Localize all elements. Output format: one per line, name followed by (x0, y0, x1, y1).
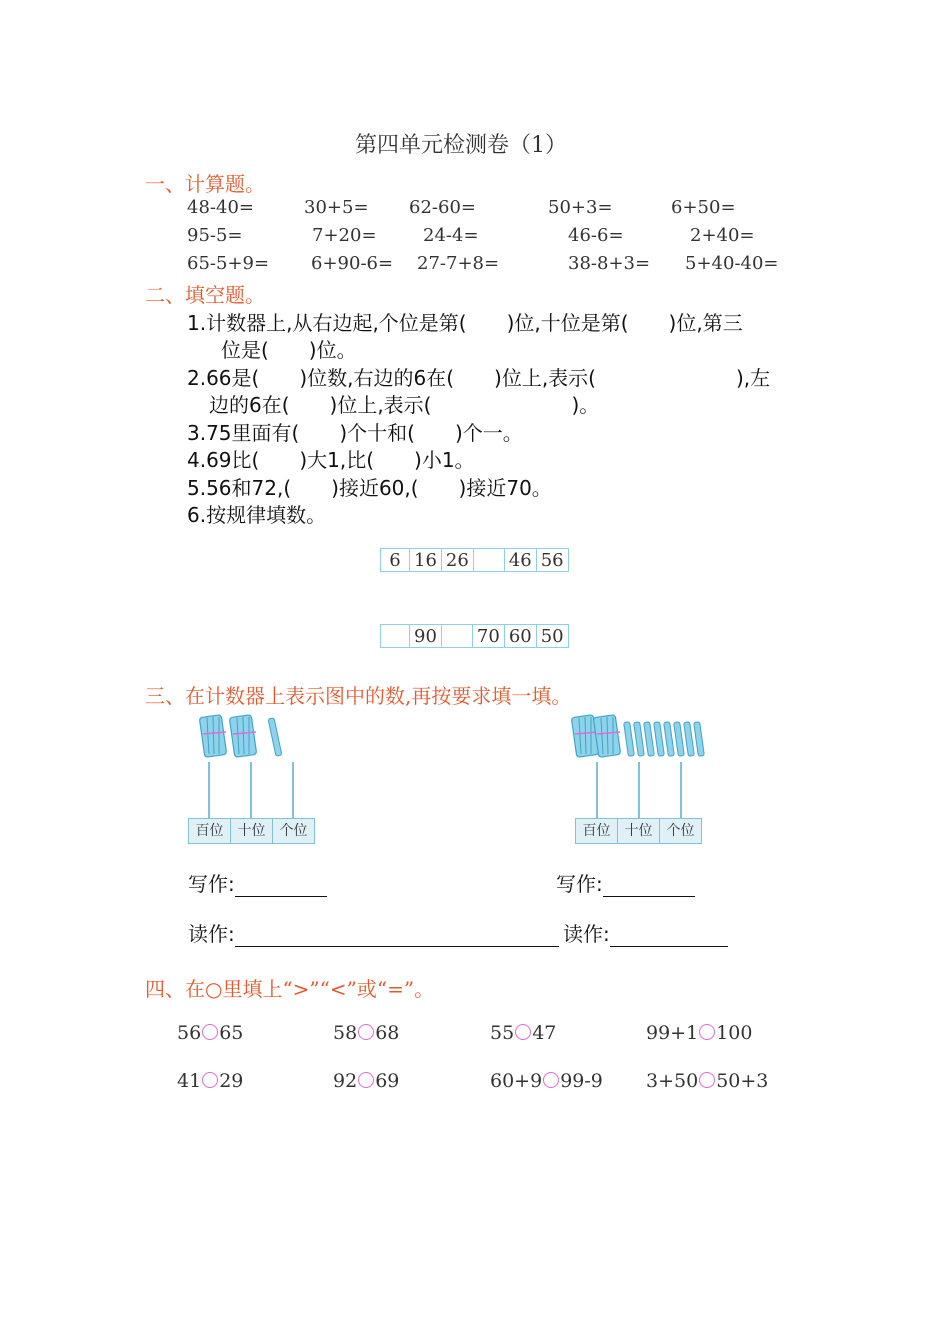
compare-item (177, 1070, 243, 1092)
fill-question-3: 3.75里面有( )个十和( )个一。 (187, 421, 523, 445)
compare-right: 68 (375, 1022, 400, 1044)
ones-label: 个位 (279, 823, 308, 839)
compare-left: 3+50 (646, 1070, 699, 1092)
compare-right: 65 (219, 1022, 244, 1044)
compare-item (177, 1022, 243, 1044)
ten-bundle-icon (593, 715, 620, 758)
sequence-table-1 (380, 548, 569, 572)
compare-left: 58 (333, 1022, 358, 1044)
compare-left: 92 (333, 1070, 358, 1092)
calc-item: 6+90-6= (311, 253, 394, 274)
section-4-heading: 四、在○里填上“>”“<”或“=”。 (145, 977, 435, 1001)
compare-left: 99+1 (646, 1022, 699, 1044)
read-blank[interactable] (235, 924, 559, 947)
calc-item: 24-4= (423, 225, 479, 246)
compare-circle-icon[interactable] (358, 1072, 374, 1088)
section-1-heading: 一、计算题。 (145, 172, 265, 196)
fill-question-2-cont: 边的6在( )位上,表示( )。 (209, 393, 600, 417)
calc-item: 27-7+8= (417, 253, 500, 274)
compare-right: 29 (219, 1070, 244, 1092)
calc-item: 48-40= (187, 197, 254, 218)
stick-bundles-right-image (570, 710, 710, 760)
compare-left: 60+9 (490, 1070, 543, 1092)
compare-item (333, 1070, 399, 1092)
sequence-cell: 6 (381, 549, 410, 572)
compare-circle-icon[interactable] (543, 1072, 559, 1088)
sequence-cell: 56 (536, 549, 568, 572)
compare-circle-icon[interactable] (358, 1024, 374, 1040)
fill-question-5: 5.56和72,( )接近60,( )接近70。 (187, 476, 552, 500)
fill-question-1: 1.计数器上,从右边起,个位是第( )位,十位是第( )位,第三 (187, 311, 743, 335)
calc-item: 65-5+9= (187, 253, 270, 274)
compare-item (646, 1022, 752, 1044)
sequence-table-2 (380, 624, 569, 648)
write-blank[interactable] (603, 874, 695, 897)
calc-item: 62-60= (409, 197, 476, 218)
compare-left: 56 (177, 1022, 202, 1044)
fill-question-1-cont: 位是( )位。 (221, 338, 357, 362)
sequence-cell: 26 (441, 549, 473, 572)
read-label: 读作: (563, 922, 610, 946)
abacus-rod (208, 762, 210, 819)
write-label: 写作: (556, 872, 603, 896)
compare-right: 69 (375, 1070, 400, 1092)
sequence-blank[interactable] (473, 549, 504, 572)
fill-question-6: 6.按规律填数。 (187, 503, 327, 527)
calc-item: 50+3= (548, 197, 613, 218)
calc-item: 6+50= (671, 197, 736, 218)
single-sticks-icon (624, 722, 705, 757)
compare-item (646, 1070, 768, 1092)
read-right (563, 918, 728, 947)
sequence-cell: 60 (504, 625, 536, 648)
compare-circle-icon[interactable] (202, 1024, 218, 1040)
compare-item (333, 1022, 399, 1044)
calc-item: 95-5= (187, 225, 243, 246)
tens-label: 十位 (231, 819, 273, 843)
calc-item: 7+20= (312, 225, 377, 246)
sequence-cell: 46 (504, 549, 536, 572)
abacus-right-labels (575, 818, 702, 844)
write-blank[interactable] (235, 874, 327, 897)
write-label: 写作: (188, 872, 235, 896)
section-2-heading: 二、填空题。 (145, 283, 265, 307)
ten-bundle-icon (229, 715, 256, 758)
sequence-cell: 90 (410, 625, 442, 648)
calc-item: 5+40-40= (685, 253, 779, 274)
fill-question-4: 4.69比( )大1,比( )小1。 (187, 448, 475, 472)
hundreds-label: 百位 (576, 819, 618, 843)
compare-item (490, 1022, 556, 1044)
compare-circle-icon[interactable] (202, 1072, 218, 1088)
compare-item (490, 1070, 603, 1092)
tens-label: 十位 (618, 819, 660, 843)
read-label: 读作: (188, 922, 235, 946)
compare-left: 55 (490, 1022, 515, 1044)
ten-bundle-icon (199, 715, 226, 758)
compare-right: 99-9 (560, 1070, 603, 1092)
abacus-rod (638, 762, 640, 819)
compare-circle-icon[interactable] (699, 1072, 715, 1088)
ones-label: 个位 (666, 823, 695, 839)
single-stick-icon (268, 718, 282, 756)
read-left (188, 918, 559, 947)
abacus-rod (596, 762, 598, 819)
page-title: 第四单元检测卷（1） (355, 133, 567, 158)
sequence-cell: 50 (536, 625, 568, 648)
calc-item: 30+5= (304, 197, 369, 218)
sequence-blank[interactable] (441, 625, 472, 648)
abacus-rod (680, 762, 682, 819)
sequence-cell: 70 (472, 625, 504, 648)
compare-circle-icon[interactable] (699, 1024, 715, 1040)
compare-right: 47 (532, 1022, 557, 1044)
compare-circle-icon[interactable] (515, 1024, 531, 1040)
section-3-heading: 三、在计数器上表示图中的数,再按要求填一填。 (145, 684, 572, 708)
compare-right: 100 (716, 1022, 753, 1044)
sequence-blank[interactable] (381, 625, 410, 648)
calc-item: 46-6= (568, 225, 624, 246)
abacus-rod (292, 762, 294, 819)
read-blank[interactable] (610, 924, 728, 947)
stick-bundles-left-image (198, 710, 308, 760)
calc-item: 2+40= (690, 225, 755, 246)
write-left (188, 868, 327, 897)
compare-right: 50+3 (716, 1070, 769, 1092)
fill-question-2: 2.66是( )位数,右边的6在( )位上,表示( ),左 (187, 366, 771, 390)
abacus-left-labels (188, 818, 315, 844)
calc-item: 38-8+3= (568, 253, 651, 274)
compare-left: 41 (177, 1070, 202, 1092)
write-right (556, 868, 695, 897)
hundreds-label: 百位 (189, 819, 231, 843)
sequence-cell: 16 (410, 549, 442, 572)
abacus-rod (250, 762, 252, 819)
